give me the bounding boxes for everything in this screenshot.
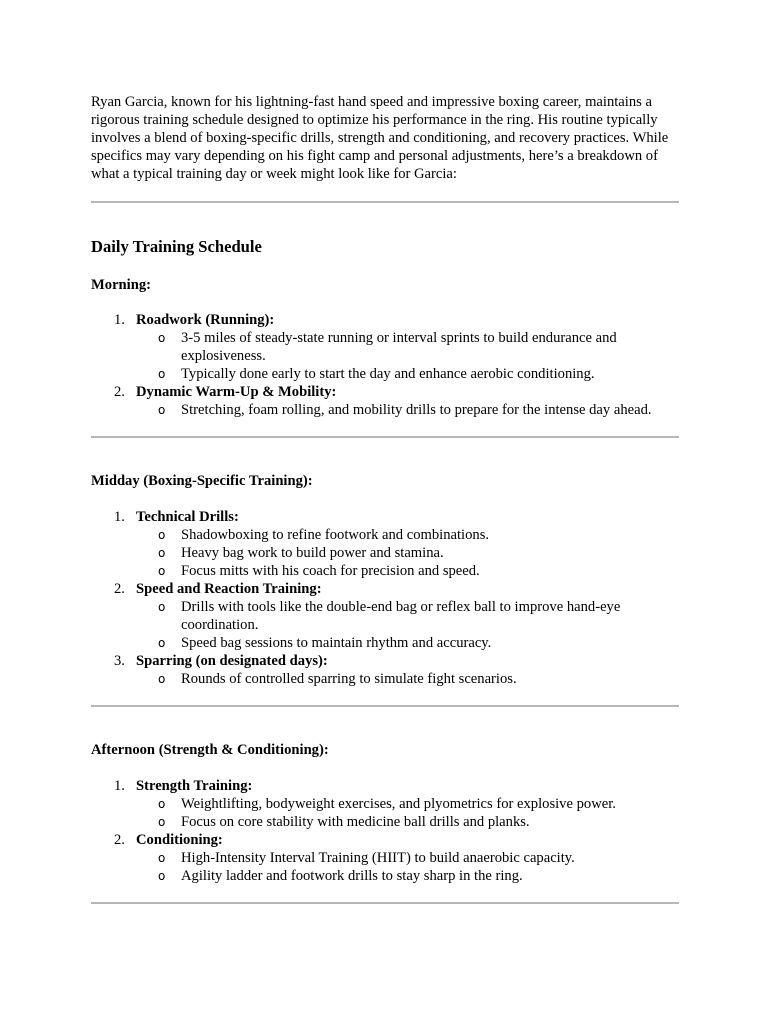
schedule-heading: Daily Training Schedule [91,237,262,256]
item-number: 1. [114,778,125,794]
morning-list [91,311,679,419]
item-number: 2. [114,832,125,848]
sub-item: o 3-5 miles of steady-state running or interval sprints to build endurance and explosiveness. [158,330,617,364]
sub-item: o Shadowboxing to refine footwork and combinations. [158,527,490,543]
circle-bullet-icon: o [158,403,166,417]
sub-list [136,401,679,419]
afternoon-list [91,777,679,885]
horizontal-rule [91,201,679,203]
item-number: 3. [114,653,125,669]
item-title: Roadwork (Running): [136,312,275,328]
section-heading-midday: Midday (Boxing-Specific Training): [91,473,313,489]
circle-bullet-icon: o [158,564,166,578]
item-title: Technical Drills: [136,509,239,525]
sub-item: o Speed bag sessions to maintain rhythm and accuracy. [158,635,492,651]
intro-paragraph: Ryan Garcia, known for his lightning-fast hand speed and impressive boxing career, maintains a rigorous training schedule designed to optimize his performance in the ring. His routine typically involves a blend of boxing-specific drills, strength and conditioning, and recovery practices. While specifics may vary depending on his fight camp and personal adjustments, here’s a breakdown of what a typical training day or week might look like for Garcia: [91,94,669,182]
sub-item: o Drills with tools like the double-end bag or reflex ball to improve hand-eye coordination. [158,599,621,633]
circle-bullet-icon: o [158,600,166,614]
circle-bullet-icon: o [158,851,166,865]
item-number: 2. [114,384,125,400]
midday-list [91,508,679,688]
item-number: 1. [114,312,125,328]
circle-bullet-icon: o [158,331,166,345]
horizontal-rule [91,902,679,904]
sub-item: o High-Intensity Interval Training (HIIT) to build anaerobic capacity. [158,850,575,866]
circle-bullet-icon: o [158,797,166,811]
item-title: Dynamic Warm-Up & Mobility: [136,384,337,400]
sub-list [136,670,679,688]
item-title: Strength Training: [136,778,253,794]
list-item [91,383,679,419]
sub-list [136,598,679,652]
circle-bullet-icon: o [158,869,166,883]
sub-item: o Heavy bag work to build power and stamina. [158,545,444,561]
horizontal-rule [91,436,679,438]
item-title: Speed and Reaction Training: [136,581,322,597]
sub-item: o Agility ladder and footwork drills to stay sharp in the ring. [158,868,523,884]
list-item [91,580,679,652]
document-page [91,93,679,904]
list-item [91,831,679,885]
circle-bullet-icon: o [158,528,166,542]
section-heading-morning: Morning: [91,277,151,293]
circle-bullet-icon: o [158,672,166,686]
circle-bullet-icon: o [158,367,166,381]
sub-item: o Rounds of controlled sparring to simulate fight scenarios. [158,671,517,687]
sub-list [136,526,679,580]
circle-bullet-icon: o [158,546,166,560]
item-number: 2. [114,581,125,597]
sub-list [136,849,679,885]
item-title: Conditioning: [136,832,223,848]
list-item [91,508,679,580]
section-heading-afternoon: Afternoon (Strength & Conditioning): [91,742,329,758]
circle-bullet-icon: o [158,815,166,829]
sub-list [136,795,679,831]
item-number: 1. [114,509,125,525]
item-title: Sparring (on designated days): [136,653,328,669]
list-item [91,777,679,831]
sub-item: o Stretching, foam rolling, and mobility drills to prepare for the intense day ahead. [158,402,652,418]
sub-item: o Focus mitts with his coach for precision and speed. [158,563,480,579]
sub-item: o Weightlifting, bodyweight exercises, and plyometrics for explosive power. [158,796,616,812]
circle-bullet-icon: o [158,636,166,650]
horizontal-rule [91,705,679,707]
sub-item: o Typically done early to start the day and enhance aerobic conditioning. [158,366,595,382]
list-item [91,311,679,383]
sub-list [136,329,679,383]
sub-item: o Focus on core stability with medicine ball drills and planks. [158,814,530,830]
list-item [91,652,679,688]
